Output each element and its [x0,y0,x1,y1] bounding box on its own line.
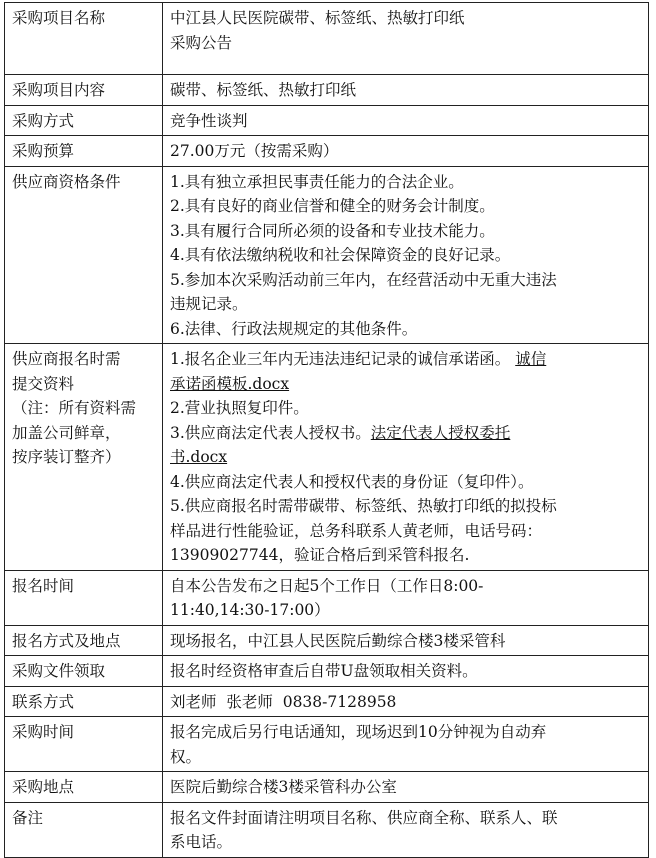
row-label: 报名方式及地点 [5,625,163,656]
table-row [5,686,649,717]
row-value: 刘老师 张老师 0838-7128958 [163,686,649,717]
row-label: 采购地点 [5,772,163,803]
row-value: 医院后勤综合楼3楼采管科办公室 [163,772,649,803]
table-row [5,75,649,106]
row-value: 自本公告发布之日起5个工作日（工作日8:00- 11:40,14:30-17:00） [163,570,649,625]
table-row [5,656,649,687]
procurement-table [4,2,649,858]
table-row [5,717,649,772]
table-row [5,136,649,167]
table-row [5,344,649,571]
row-label: 备注 [5,802,163,857]
row-label: 采购时间 [5,717,163,772]
row-value: 碳带、标签纸、热敏打印纸 [163,75,649,106]
table-row [5,166,649,344]
row-label: 采购预算 [5,136,163,167]
row-value: 中江县人民医院碳带、标签纸、热敏打印纸 采购公告 [163,3,649,75]
row-value: 现场报名，中江县人民医院后勤综合楼3楼采管科 [163,625,649,656]
row-value: 1.具有独立承担民事责任能力的合法企业。 2.具有良好的商业信誉和健全的财务会计制度。 3.具有履行合同所必须的设备和专业技术能力。 4.具有依法缴纳税收和社会保障资金的良好记录。 5.参加本次采购活动前三年内，在经营活动中无重大违法 违规记录。 6.法律、行政法规规定的其他条件。 [163,166,649,344]
row-value: 1.报名企业三年内无违法违纪记录的诚信承诺函。 诚信 承诺函模板.docx 2.营业执照复印件。 3.供应商法定代表人授权书。法定代表人授权委托 书.docx 4.供应商法定代表人和授权代表的身份证（复印件）。 5.供应商报名时需带碳带、标签纸、热敏打印纸的拟投标 样品进行性能验证，总务科联系人黄老师，电话号码： 13909027744，验证合格后到采管科报名. [163,344,649,571]
table-row [5,802,649,857]
row-label: 采购文件领取 [5,656,163,687]
row-label: 采购项目内容 [5,75,163,106]
row-label: 供应商报名时需 提交资料 （注：所有资料需 加盖公司鲜章， 按序装订整齐） [5,344,163,571]
table-row [5,105,649,136]
integrity-letter-link[interactable]: 诚信 [515,350,547,368]
integrity-letter-file-link[interactable]: 承诺函模板.docx [170,374,290,393]
table-row [5,772,649,803]
table-row [5,625,649,656]
row-label: 采购项目名称 [5,3,163,75]
row-label: 采购方式 [5,105,163,136]
row-label: 联系方式 [5,686,163,717]
row-value: 报名完成后另行电话通知，现场迟到10分钟视为自动弃 权。 [163,717,649,772]
row-value: 竞争性谈判 [163,105,649,136]
row-value: 27.00万元（按需采购） [163,136,649,167]
row-label: 供应商资格条件 [5,166,163,344]
row-label: 报名时间 [5,570,163,625]
authorization-letter-file-link[interactable]: 书.docx [170,448,228,466]
row-value: 报名时经资格审查后自带U盘领取相关资料。 [163,656,649,687]
authorization-letter-link[interactable]: 法定代表人授权委托 [370,423,511,442]
row-value: 报名文件封面请注明项目名称、供应商全称、联系人、联 系电话。 [163,802,649,857]
table-row [5,570,649,625]
table-row [5,3,649,75]
